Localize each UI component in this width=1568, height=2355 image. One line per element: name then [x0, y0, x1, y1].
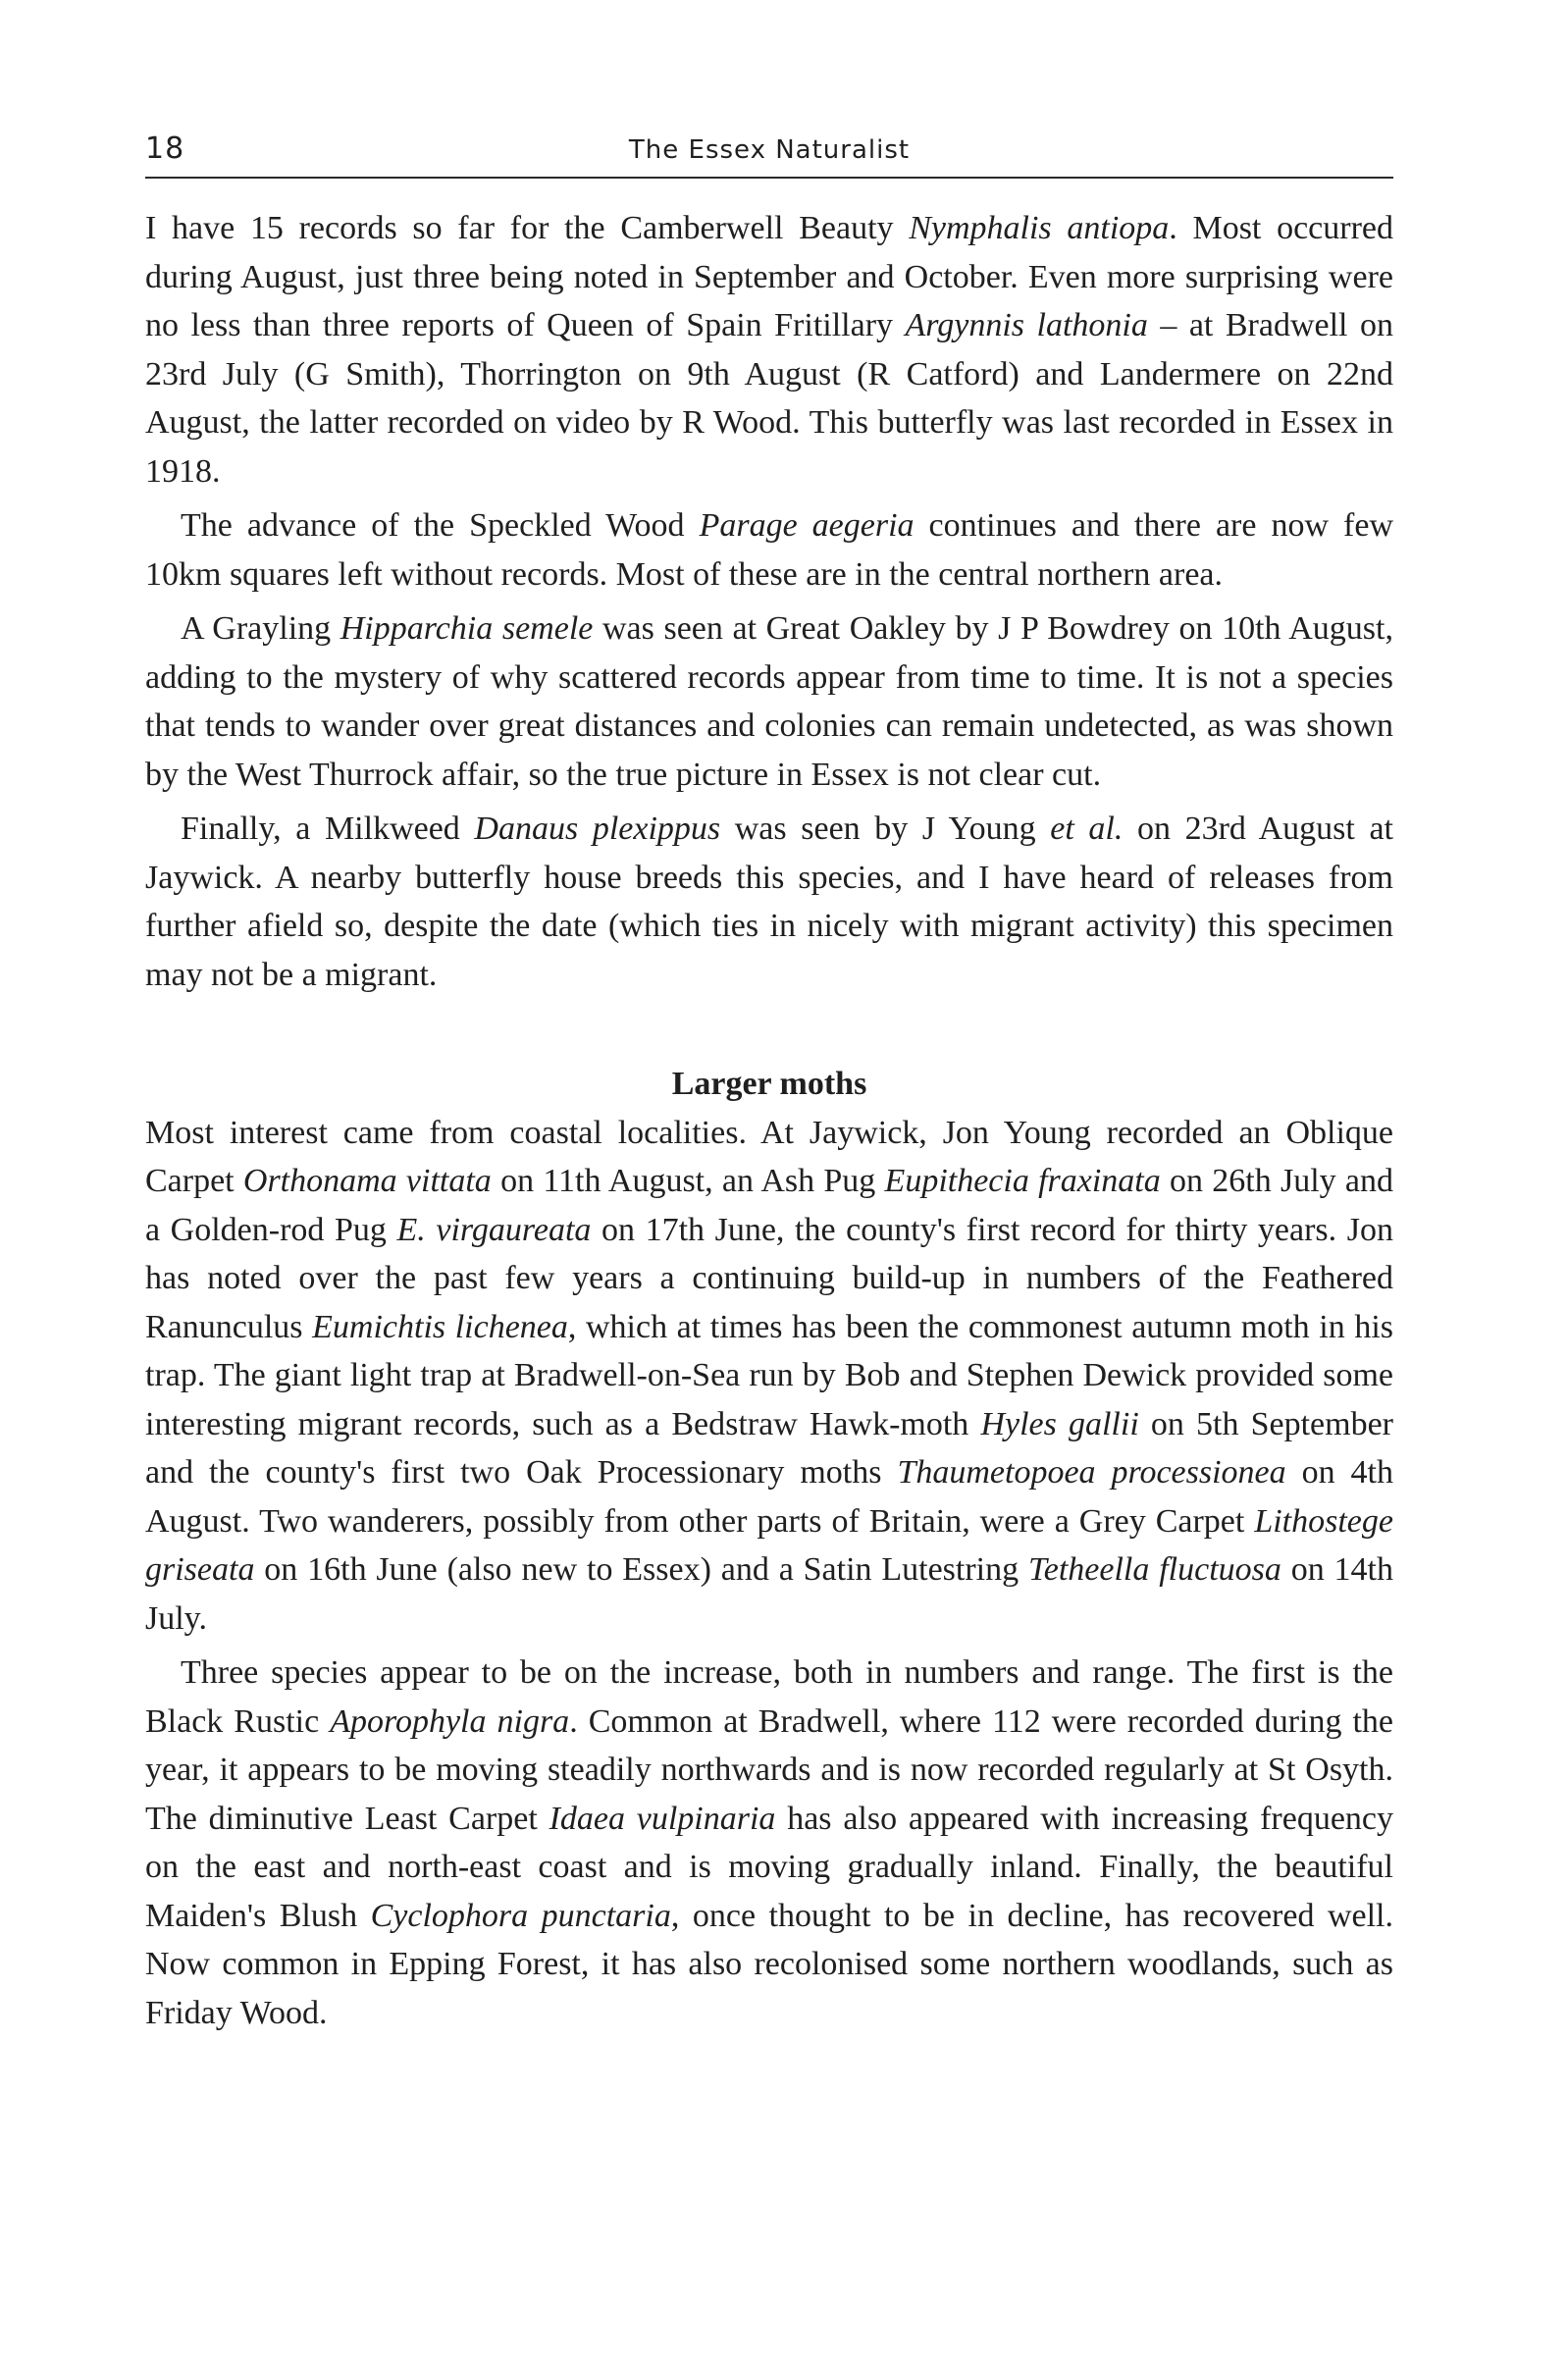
species-name: Hyles gallii — [980, 1405, 1139, 1442]
species-name: Tetheella fluctuosa — [1027, 1551, 1281, 1588]
paragraph-speckled-wood: The advance of the Speckled Wood Parage aegeria continues and there are now few 10km squares left without records. Most of these are in the central northern area. — [145, 507, 1393, 593]
paragraph-camberwell-beauty: I have 15 records so far for the Camberwell Beauty Nymphalis antiopa. Most occurred during August, just three being noted in September and October. Even more surprising were no less than three reports of Queen of Spain Fritillary Argynnis lathonia – at Bradwell on 23rd July (G Smith), Thorrington on 9th August (R Catford) and Landermere on 22nd August, the latter recorded on video by R Wood. This butterfly was last recorded in Essex in 1918. — [145, 210, 1393, 490]
paragraph-coastal-moths: Most interest came from coastal localities. At Jaywick, Jon Young recorded an Oblique Carpet Orthonama vittata on 11th August, an Ash Pug Eupithecia fraxinata on 26th July and a Golden-rod Pug E. virgaureata on 17th June, the county's first record for thirty years. Jon has noted over the past few years a continuing build-up in numbers of the Feathered Ranunculus Eumichtis lichenea, which at times has been the commonest autumn moth in his trap. The giant light trap at Bradwell-on-Sea run by Bob and Stephen Dewick provided some interesting migrant records, such as a Bedstraw Hawk-moth Hyles gallii on 5th September and the county's first two Oak Processionary moths Thaumetopoea processionea on 4th August. Two wanderers, possibly from other parts of Britain, were a Grey Carpet Lithostege griseata on 16th June (also new to Essex) and a Satin Lutestring Tetheella fluctuosa on 14th July. — [145, 1114, 1394, 1637]
section-heading-larger-moths: Larger moths — [671, 1066, 867, 1102]
species-name: Nymphalis antiopa — [909, 210, 1170, 246]
species-name: Eumichtis lichenea — [312, 1308, 568, 1345]
species-name: Lithostege griseata — [145, 1502, 1393, 1588]
species-name: Danaus plexippus — [474, 811, 721, 847]
species-name: Cyclophora punctaria — [370, 1897, 671, 1934]
paragraph-grayling: A Grayling Hipparchia semele was seen at Great Oakley by J P Bowdrey on 10th August, adding to the mystery of why scattered records appear from time to time. It is not a species that tends to wander over great distances and colonies can remain undetected, as was shown by the West Thurrock affair, so the true picture in Essex is not clear cut. — [145, 610, 1393, 793]
journal-page — [145, 126, 1393, 2043]
species-name: Thaumetopoea processionea — [897, 1454, 1286, 1491]
journal-title: The Essex Naturalist — [628, 135, 911, 165]
species-name: Parage aegeria — [699, 507, 915, 544]
species-name: Hipparchia semele — [340, 610, 594, 647]
species-name: Aporophyla nigra — [330, 1702, 570, 1740]
species-name: E. virgaureata — [396, 1211, 592, 1248]
article-body — [145, 204, 1393, 2037]
running-header — [145, 126, 1393, 179]
species-name: Eupithecia fraxinata — [884, 1163, 1161, 1199]
latin-abbreviation: et al. — [1050, 811, 1124, 847]
paragraph-milkweed: Finally, a Milkweed Danaus plexippus was seen by J Young et al. on 23rd August at Jaywick. A nearby butterfly house breeds this species, and I have heard of releases from further afield so, despite the date (which ties in nicely with migrant activity) this specimen may not be a migrant. — [145, 811, 1394, 993]
page-number: 18 — [145, 131, 185, 166]
paragraph-increasing-species: Three species appear to be on the increase, both in numbers and range. The first is the Black Rustic Aporophyla nigra. Common at Bradwell, where 112 were recorded during the year, it appears to be moving steadily northwards and is now recorded regularly at St Osyth. The diminutive Least Carpet Idaea vulpinaria has also appeared with increasing frequency on the east and north-east coast and is moving gradually inland. Finally, the beautiful Maiden's Blush Cyclophora punctaria, once thought to be in decline, has recovered well. Now common in Epping Forest, it has also recolonised some northern woodlands, such as Friday Wood. — [145, 1654, 1394, 2031]
species-name: Idaea vulpinaria — [549, 1800, 776, 1837]
species-name: Argynnis lathonia — [905, 307, 1148, 343]
species-name: Orthonama vittata — [242, 1163, 492, 1199]
